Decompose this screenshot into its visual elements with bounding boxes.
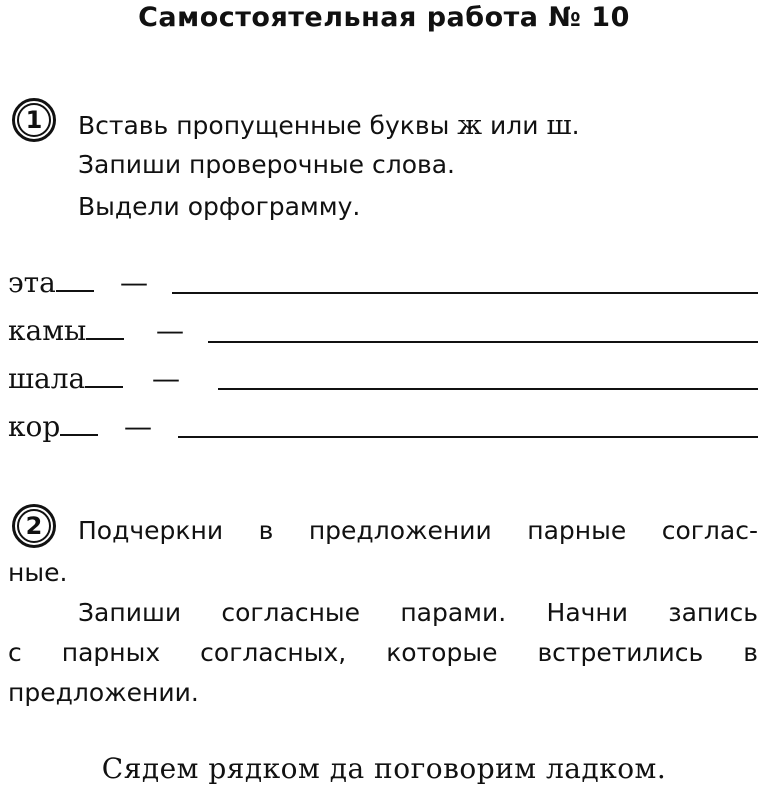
word-stem: камы xyxy=(8,314,87,347)
task-2-number-badge xyxy=(12,504,56,548)
letter-blank[interactable] xyxy=(60,434,98,436)
word-dash: — xyxy=(120,266,148,299)
letter-blank[interactable] xyxy=(86,338,124,340)
task-2-instruction-line-4: с парных согласных, которые встретились в xyxy=(8,638,758,667)
word-dash: — xyxy=(152,362,180,395)
word-row-2 xyxy=(8,314,124,347)
task-2-instruction-line-5: предложении. xyxy=(8,678,199,707)
word-stem: эта xyxy=(8,266,56,299)
task-1-instruction-line-1 xyxy=(78,110,580,141)
task-2-instruction-line-3: Запиши согласные парами. Начни запись xyxy=(78,598,758,627)
word-stem: кор xyxy=(8,410,61,443)
task-1-instruction-line-3: Выдели орфограмму. xyxy=(78,192,361,221)
answer-line-2[interactable] xyxy=(208,341,758,343)
letter-sh: ш xyxy=(546,110,572,141)
answer-line-4[interactable] xyxy=(178,436,758,438)
answer-line-3[interactable] xyxy=(218,388,758,390)
example-sentence: Сядем рядком да поговорим ладком. xyxy=(101,752,667,785)
task-1-instruction-line-2: Запиши проверочные слова. xyxy=(78,150,456,179)
task-1-number-badge xyxy=(12,98,56,142)
answer-line-1[interactable] xyxy=(172,292,758,294)
word-row-3 xyxy=(8,362,123,395)
word-dash: — xyxy=(156,314,184,347)
page-title: Самостоятельная работа № 10 xyxy=(138,2,630,33)
word-row-4 xyxy=(8,410,98,443)
letter-zh: ж xyxy=(457,110,483,141)
word-row-1 xyxy=(8,266,94,299)
task-1-instruction-or: или xyxy=(482,111,547,140)
word-dash: — xyxy=(124,410,152,443)
task-2-number: 2 xyxy=(17,509,51,543)
task-1-instruction-suffix: . xyxy=(571,111,580,140)
letter-blank[interactable] xyxy=(85,386,123,388)
word-stem: шала xyxy=(8,362,86,395)
letter-blank[interactable] xyxy=(56,290,94,292)
task-1-instruction-prefix: Вставь пропущенные буквы xyxy=(78,111,458,140)
task-1-number: 1 xyxy=(17,103,51,137)
task-2-instruction-line-1: Подчеркни в предложении парные соглас- xyxy=(78,516,758,545)
task-2-instruction-line-2: ные. xyxy=(8,558,68,587)
